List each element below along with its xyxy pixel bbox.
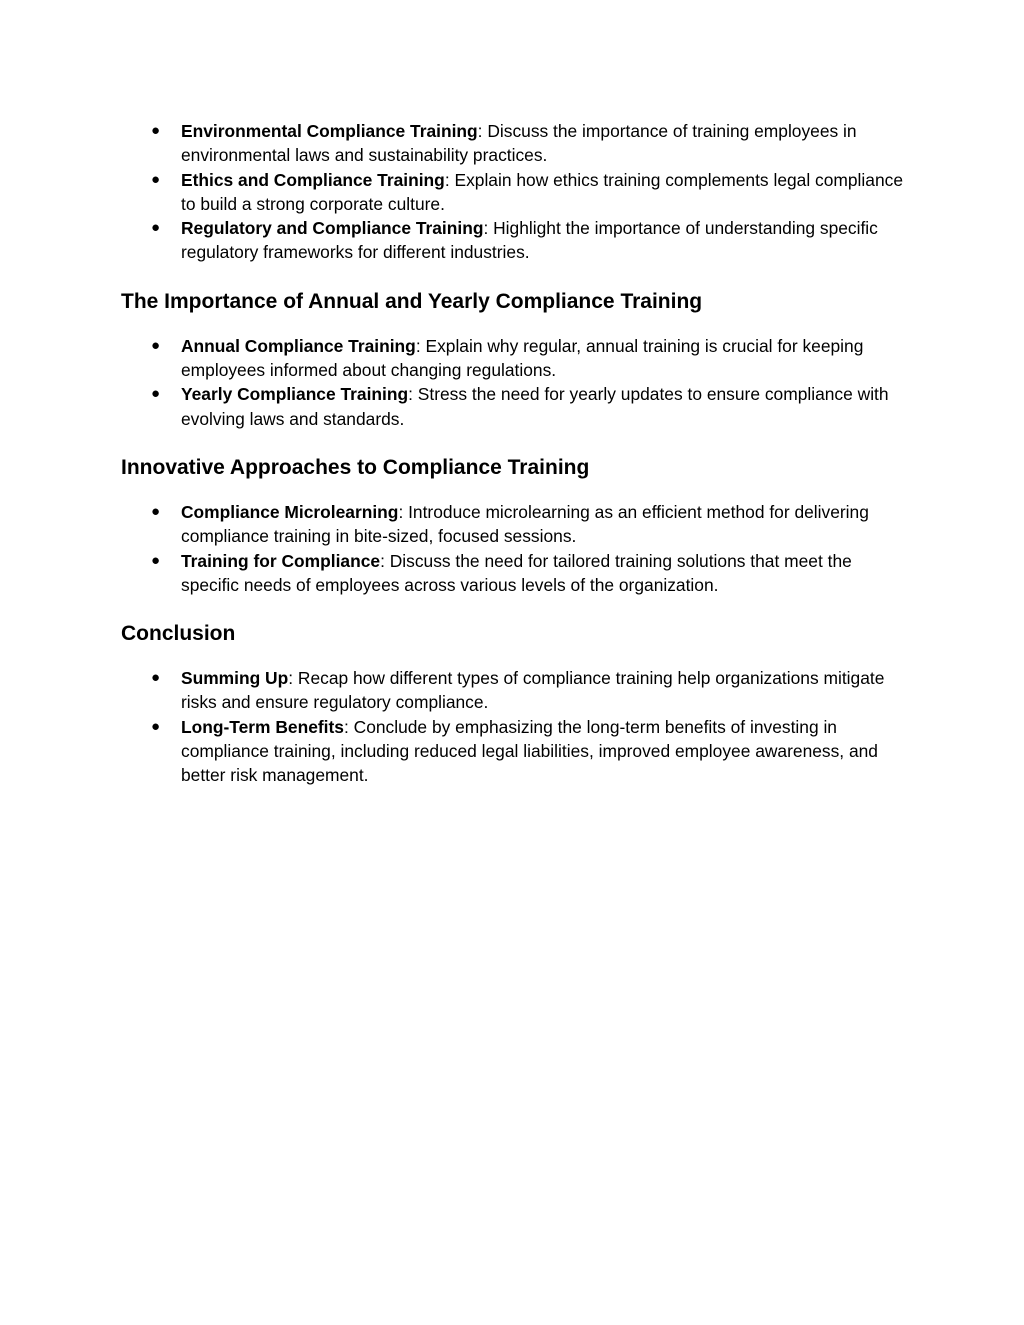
item-term: Ethics and Compliance Training [181,169,445,190]
item-description: : Stress the need for yearly updates to ensure compliance with evolving laws and standards. [181,384,889,429]
list-item [121,119,911,168]
item-description: : Explain how ethics training complements legal compliance to build a strong corporate culture. [181,169,903,214]
section-heading-annual: The Importance of Annual and Yearly Compliance Training [121,289,703,313]
item-term: Long-Term Benefits [181,716,344,737]
section-heading-innovative: Innovative Approaches to Compliance Training [121,455,590,479]
bullet-icon: ● [151,122,161,139]
bullet-icon: ● [151,669,161,687]
conclusion-bullet-list [121,666,911,787]
list-item [121,666,911,715]
item-description: : Discuss the need for tailored training solutions that meet the specific needs of employees across various levels of the organization. [181,550,852,595]
annual-bullet-list [121,334,911,431]
item-description: : Recap how different types of compliance training help organizations mitigate risks and ensure regulatory compliance. [181,668,885,713]
item-term: Environmental Compliance Training [181,121,478,141]
item-description: : Explain why regular, annual training is crucial for keeping employees informed about changing regulations. [181,335,864,381]
bullet-icon: ● [151,219,161,237]
bullet-icon: ● [151,502,161,520]
item-description: : Highlight the importance of understanding specific regulatory frameworks for different industries. [181,218,878,263]
list-item [121,334,911,383]
list-item [121,168,911,217]
list-item [121,382,911,431]
bullet-icon: ● [151,385,161,403]
bullet-icon: ● [151,336,161,354]
bullet-icon: ● [151,551,161,569]
item-term: Regulatory and Compliance Training [181,218,484,239]
bullet-icon: ● [151,170,161,188]
item-description: : Conclude by emphasizing the long-term benefits of investing in compliance training, including reduced legal liabilities, improved employee awareness, and better risk management. [181,716,878,786]
document-body [121,119,911,788]
list-item [121,549,911,598]
intro-bullet-list [121,119,911,265]
item-description: : Discuss the importance of training employees in environmental laws and sustainability practices. [181,121,857,166]
item-term: Annual Compliance Training [181,335,416,356]
list-item [121,500,911,549]
innovative-bullet-list [121,500,911,597]
section-heading-conclusion: Conclusion [121,622,236,646]
list-item [121,216,911,265]
item-term: Training for Compliance [181,550,381,571]
item-description: : Introduce microlearning as an efficient method for delivering compliance training in bite-sized, focused sessions. [181,501,869,547]
item-term: Yearly Compliance Training [181,384,409,405]
bullet-icon: ● [151,717,161,735]
item-term: Compliance Microlearning [181,501,399,522]
item-term: Summing Up [181,668,289,689]
list-item [121,715,911,788]
